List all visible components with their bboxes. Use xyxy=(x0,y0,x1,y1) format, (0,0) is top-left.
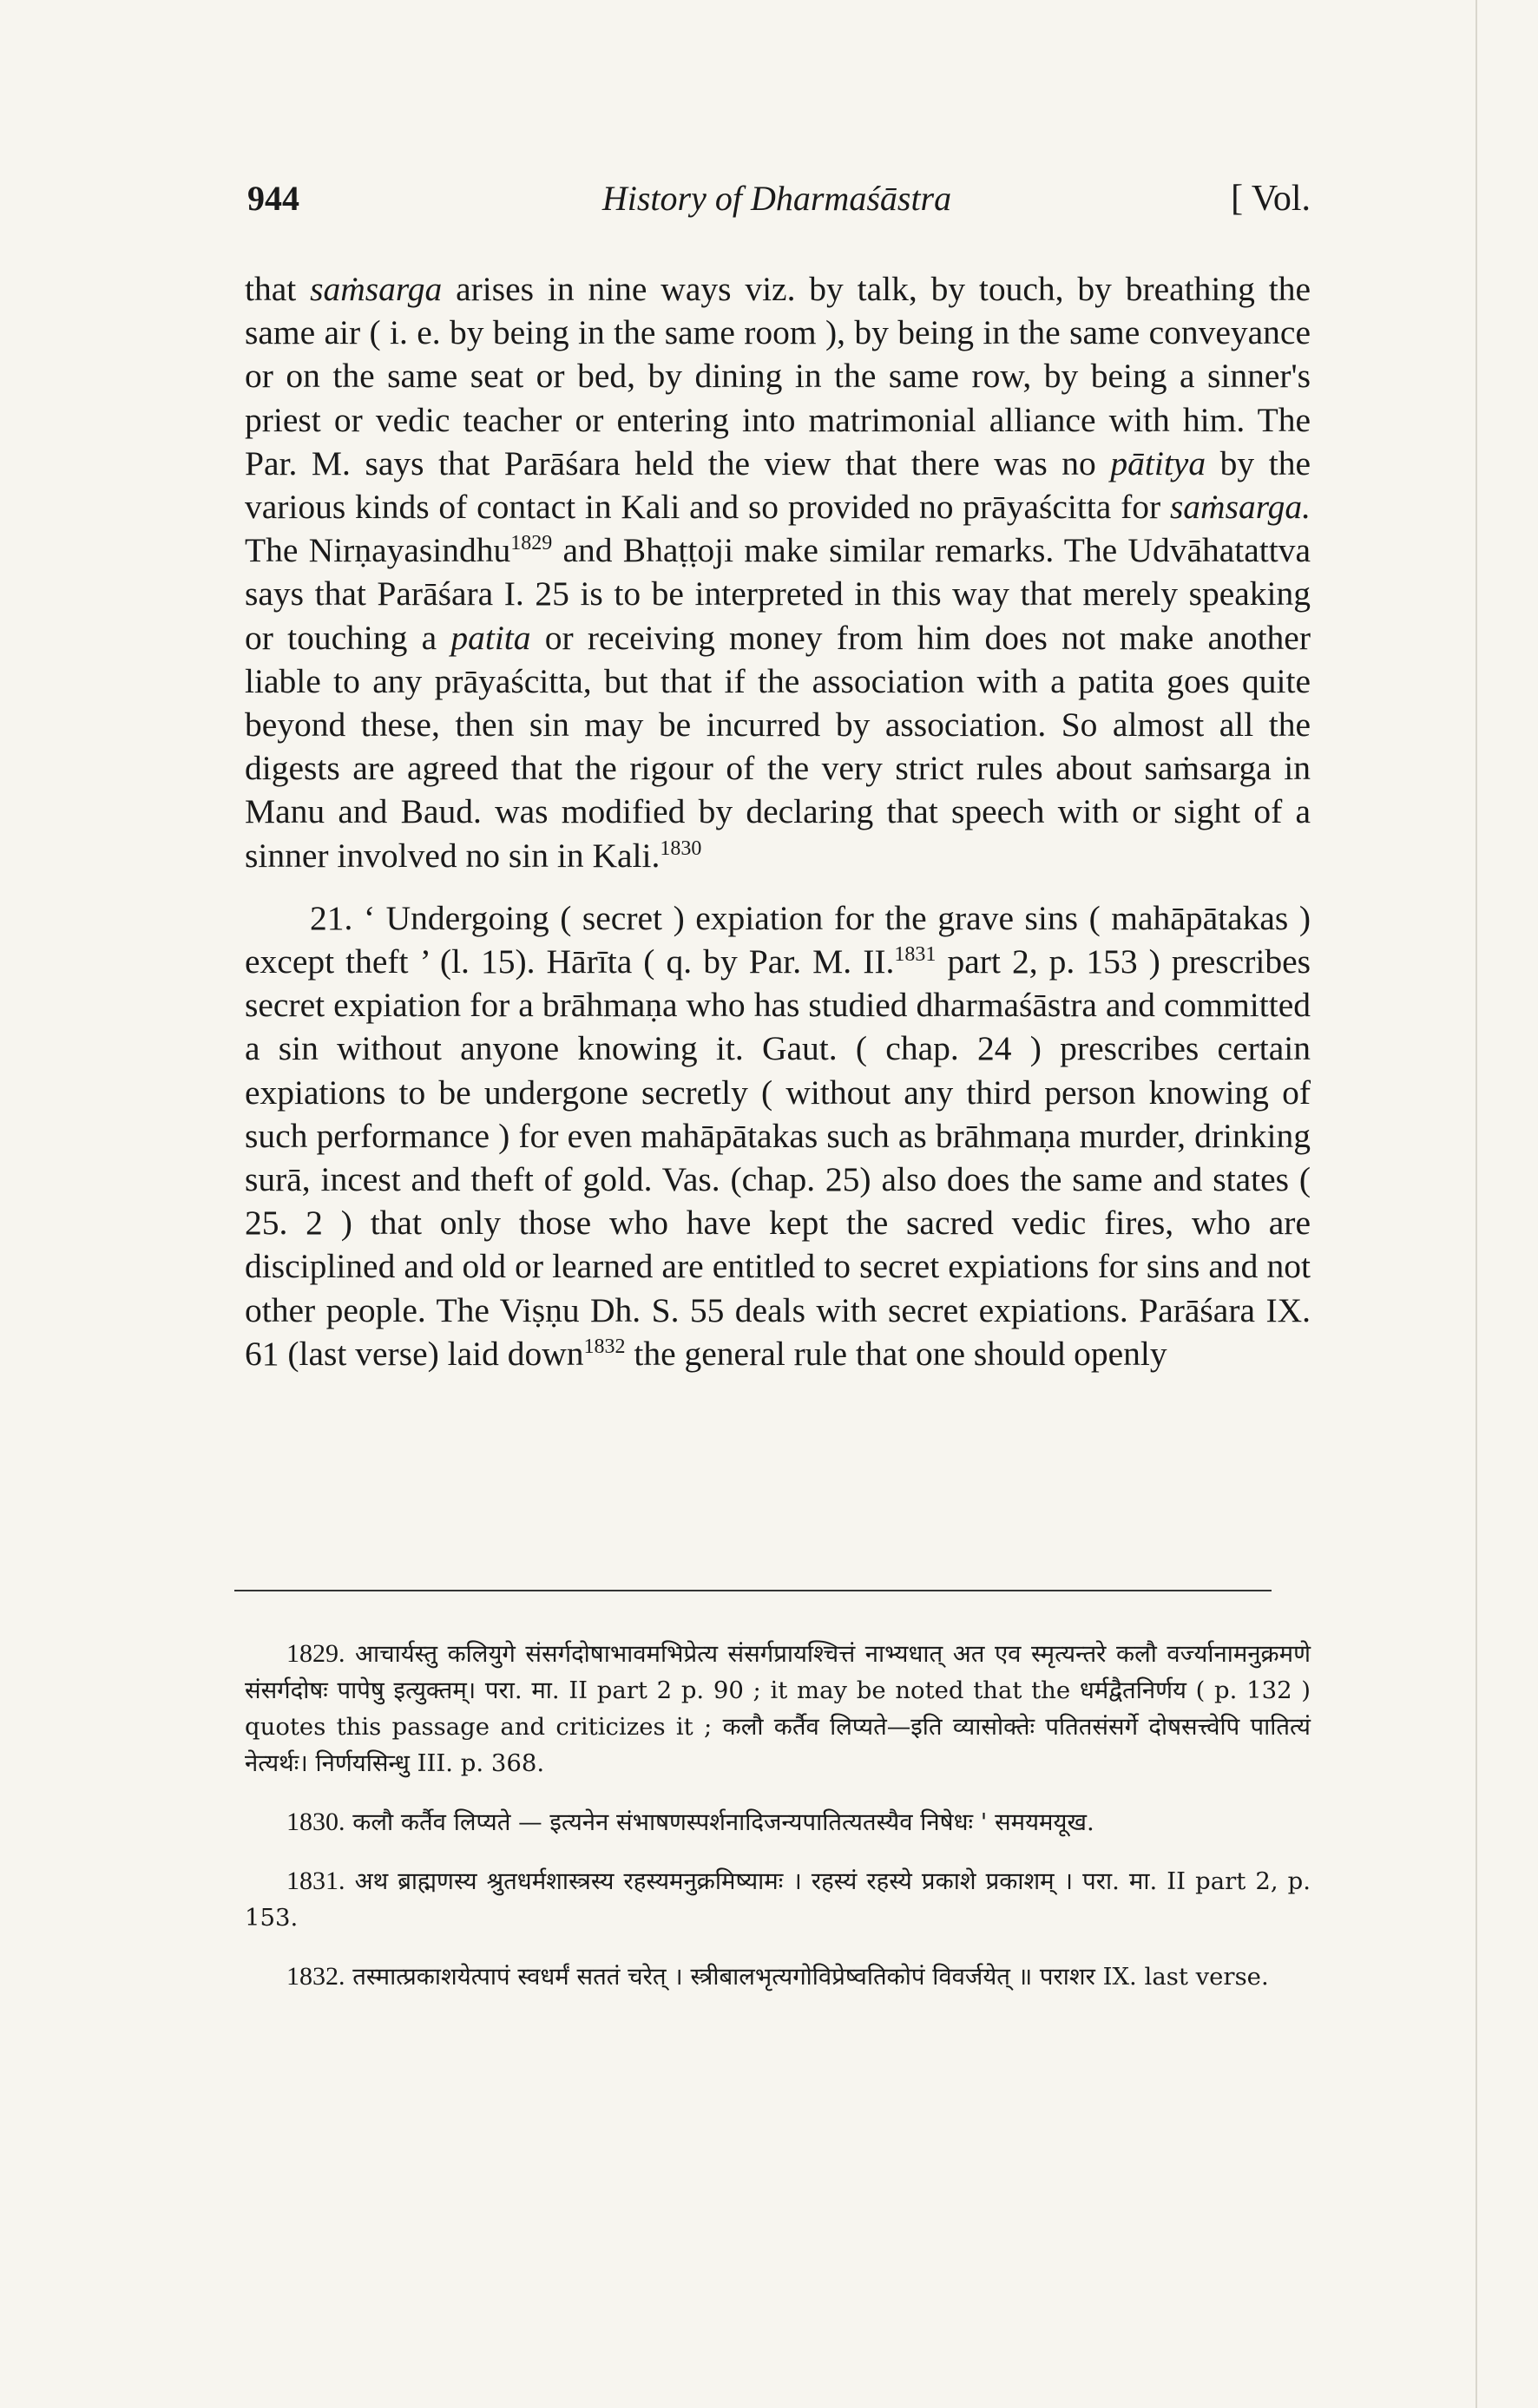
page-header xyxy=(247,178,1311,230)
italic-term: saṁsarga. xyxy=(1169,488,1311,527)
footnote-text: कलौ कर्तैव लिप्यते — इत्यनेन संभाषणस्पर्शनादिजन्यपातित्यतस्यैव निषेधः ' समयमयूख. xyxy=(352,1808,1094,1836)
volume-label: [ Vol. xyxy=(1231,179,1311,219)
text-run: and Bhaṭṭoji make similar remarks. The Udvāhatattva says that Parāśara I. 25 is to be interpreted in this way that merely speaking or touching a xyxy=(245,531,1311,657)
text-run: the general rule that one should openly xyxy=(625,1334,1167,1373)
paragraph-1 xyxy=(245,267,1311,877)
footnote-ref-1831[interactable]: 1831 xyxy=(894,942,937,966)
text-run: part 2, p. 153 ) prescribes secret expiation for a brāhmaṇa who has studied dharmaśāstra and committed a sin without anyone knowing it. Gaut. ( chap. 24 ) prescribes certain expiations to be undergone secretly ( without any third person knowing of such performance ) for even mahāpātakas such as brāhmaṇa murder, drinking surā, incest and theft of gold. Vas. (chap. 25) also does the same and states ( 25. 2 ) that only those who have kept the sacred vedic fires, who are disciplined and old or learned are entitled to secret expiations for sins and not other people. The Viṣṇu Dh. S. 55 deals with secret expiations. Parāśara IX. 61 (last verse) laid down xyxy=(245,942,1311,1373)
footnote-number: 1830. xyxy=(286,1808,345,1836)
footnote-ref-1832[interactable]: 1832 xyxy=(583,1335,626,1358)
text-run: The Nirṇayasindhu xyxy=(245,531,511,570)
footnotes xyxy=(245,1636,1311,2018)
footnote-number: 1831. xyxy=(286,1867,345,1895)
footnote-ref-1830[interactable]: 1830 xyxy=(660,837,702,860)
footnote-ref-1829[interactable]: 1829 xyxy=(510,532,553,555)
footnote-number: 1829. xyxy=(286,1639,345,1668)
text-run: 21. ‘ Undergoing ( secret ) expiation for the grave sins ( mahāpātakas ) except theft ’ (l. 15). Hārīta ( q. by Par. M. II. xyxy=(245,898,1311,981)
footnote-1830 xyxy=(245,1804,1311,1840)
running-title: History of Dharmaśāstra xyxy=(601,179,952,218)
italic-term: saṁsarga xyxy=(310,270,443,308)
text-run: that xyxy=(245,270,311,308)
italic-term: patita xyxy=(450,618,531,657)
footnote-1829 xyxy=(245,1636,1311,1781)
text-run: arises in nine ways viz. by talk, by touch, by breathing the same air ( i. e. by being in the same room ), by being in the same conveyance or on the same seat or bed, by dining in the same row, by being a sinner's priest or vedic teacher or entering into matrimonial alliance with him. The Par. M. says that Parāśara held the view that there was no xyxy=(245,270,1311,482)
text-run: by the various kinds of contact in Kali and so provided no prāyaścitta for xyxy=(245,443,1311,527)
page-edge-line xyxy=(1476,0,1477,2408)
paragraph-2 xyxy=(245,896,1311,1375)
footnote-text: अथ ब्राह्मणस्य श्रुतधर्मशास्त्रस्य रहस्यमनुक्रमिष्यामः । रहस्यं रहस्ये प्रकाशे प्रकाशम् । परा. मा. II part 2, p. 153. xyxy=(245,1867,1311,1932)
body-text xyxy=(245,267,1311,1375)
footnote-1831 xyxy=(245,1863,1311,1936)
footnote-text: आचार्यस्तु कलियुगे संसर्गदोषाभावमभिप्रेत्य संसर्गप्रायश्चित्तं नाभ्यधात् अत एव स्मृत्यन्तरे कलौ वर्ज्यानामनुक्रमणे संसर्गदोषः पापेषु इत्युक्तम्। परा. मा. II part 2 p. 90 ; it may be noted that the धर्मद्वैतनिर्णय ( p. 132 ) quotes this passage and criticizes it ; कलौ कर्तैव लिप्यते—इति व्यासोक्तेः पतितसंसर्गे दोषसत्त्वेपि पातित्यं नेत्यर्थः। निर्णयसिन्धु III. p. 368. xyxy=(245,1640,1311,1777)
footnote-1832 xyxy=(245,1959,1311,1995)
page-number: 944 xyxy=(247,179,299,218)
text-run: or receiving money from him does not make another liable to any prāyaścitta, but that if the association with a patita goes quite beyond these, then sin may be incurred by association. So almost all the digests are agreed that the rigour of the very strict rules about saṁsarga in Manu and Baud. was modified by declaring that speech with or sight of a sinner involved no sin in Kali. xyxy=(245,618,1311,875)
footnote-divider xyxy=(234,1590,1272,1591)
italic-term: pātitya xyxy=(1110,443,1206,482)
footnote-text: तस्मात्प्रकाशयेत्पापं स्वधर्मं सततं चरेत् । स्त्रीबालभृत्यगोविप्रेष्वतिकोपं विवर्जयेत् ॥ पराशर IX. last verse. xyxy=(352,1963,1269,1991)
footnote-number: 1832. xyxy=(286,1962,345,1991)
